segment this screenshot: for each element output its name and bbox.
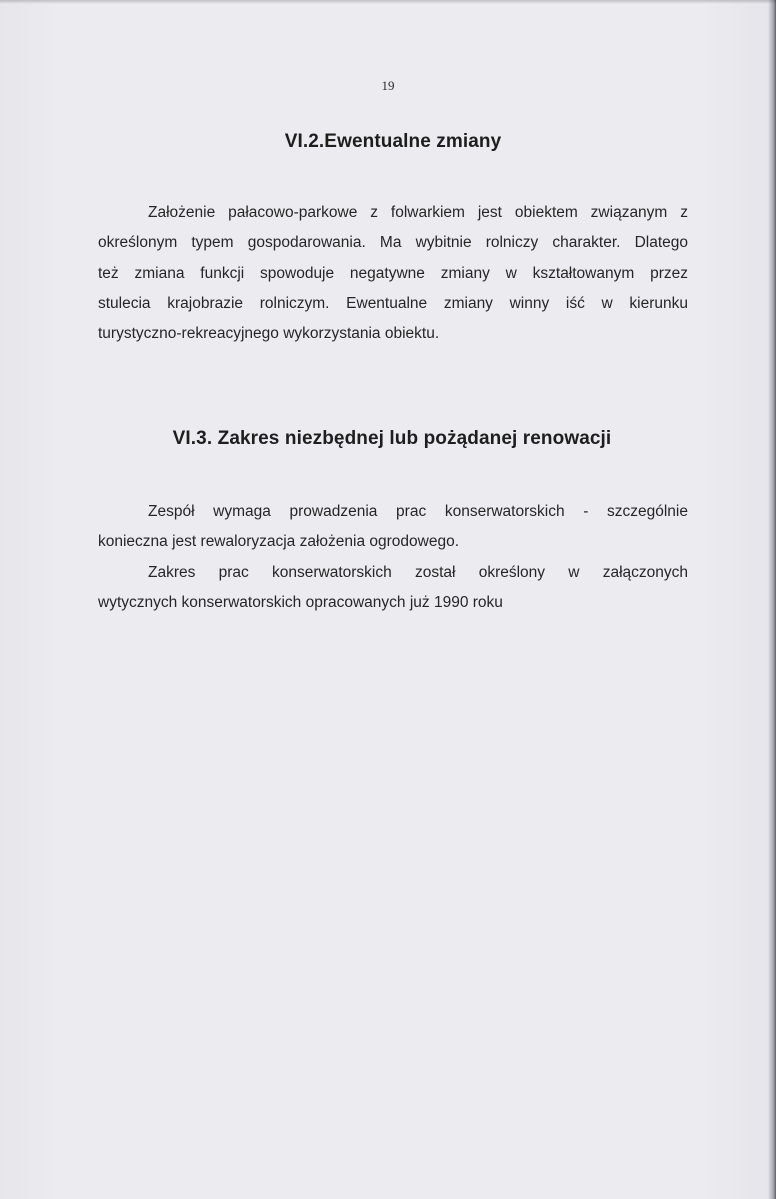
section-heading-vi3: VI.3. Zakres niezbędnej lub pożądanej renowacji — [172, 428, 612, 449]
text-line: Zespół wymaga prowadzenia prac konserwatorskich - szczególnie — [148, 503, 688, 520]
paragraph-zakres-prac — [98, 558, 688, 619]
page-number: 19 — [381, 78, 395, 93]
text-line: wytycznych konserwatorskich opracowanych już 1990 roku — [98, 594, 503, 612]
text-line: określonym typem gospodarowania. Ma wybitnie rolniczy charakter. Dlatego — [98, 234, 688, 252]
text-line: stulecia krajobrazie rolniczym. Ewentualne zmiany winny iść w kierunku — [98, 294, 688, 312]
text-line: Założenie pałacowo-parkowe z folwarkiem jest obiektem związanym z — [148, 204, 688, 221]
text-line: Zakres prac konserwatorskich został określony w załączonych — [148, 564, 688, 581]
text-line: też zmiana funkcji spowoduje negatywne zmiany w kształtowanym przez — [98, 264, 688, 282]
text-line: turystyczno-rekreacyjnego wykorzystania obiektu. — [98, 325, 440, 343]
section-heading-vi2: VI.2.Ewentualne zmiany — [284, 131, 502, 152]
page-right-edge-shadow — [768, 0, 776, 1199]
paragraph-zespol — [98, 497, 688, 558]
paragraph-ewentualne-zmiany — [98, 198, 688, 349]
text-line: konieczna jest rewaloryzacja założenia ogrodowego. — [98, 533, 460, 551]
page-top-shadow — [0, 0, 776, 4]
